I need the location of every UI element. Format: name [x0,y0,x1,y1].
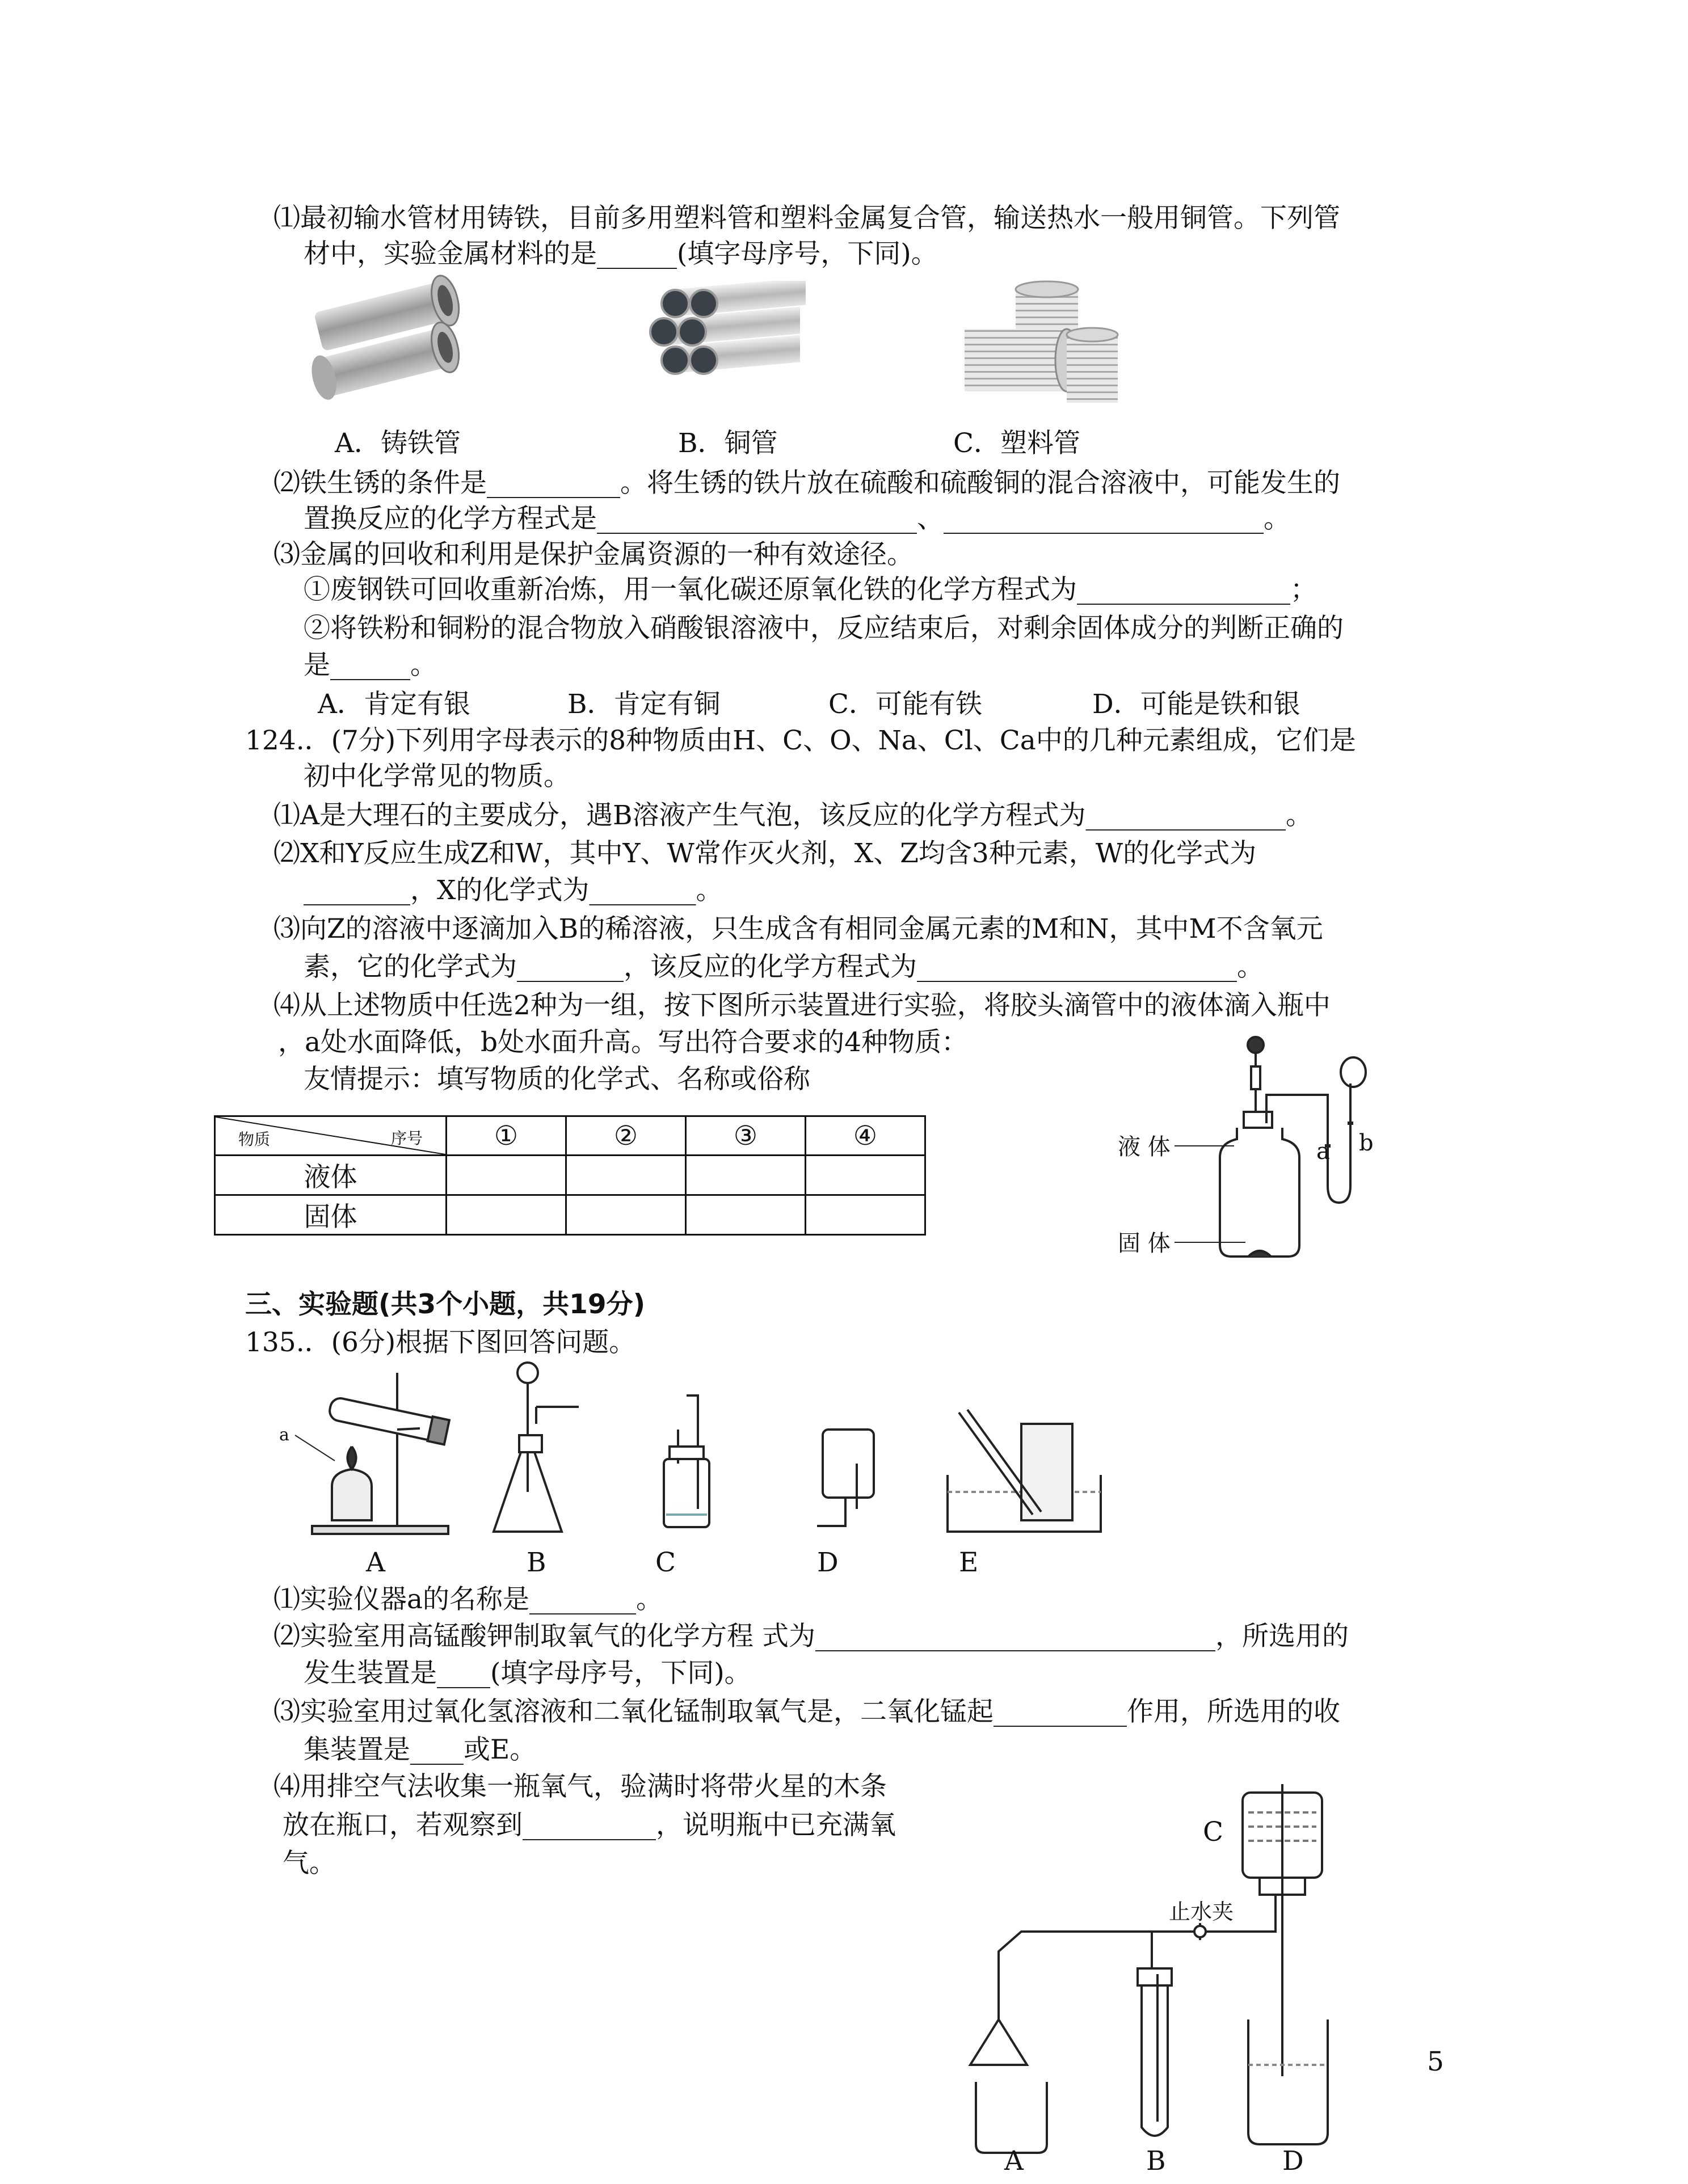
diagram-label-clamp: 止水夹 [1169,1899,1234,1924]
pipe-label-b: B．铜管 [678,428,778,459]
section-3-title: 三、实验题(共3个小题，共19分) [245,1289,646,1320]
plastic-pipe-image [953,278,1123,420]
q124-part4-line2: ，a处水面降低，b处水面升高。写出符合要求的4种物质： [278,1027,969,1058]
q124-line1: 124.．(7分)下列用字母表示的8种物质由H、C、O、Na、Cl、Ca中的几种元素组成，它们是 [245,725,1356,756]
q135-line1: 135.．(6分)根据下图回答问题。 [245,1327,636,1358]
q123-part2-line2: 置换反应的化学方程式是________________________、________________________。 [304,503,1290,534]
table-answer-cell[interactable] [447,1156,566,1195]
table-answer-cell[interactable] [686,1156,806,1195]
q123-part3-line4: 是______。 [304,650,437,681]
copper-pipe-image [641,281,811,406]
table-col-header: ② [566,1116,686,1156]
q123-part3-line2: ①废钢铁可回收重新冶炼，用一氧化碳还原氧化铁的化学方程式为________________； [304,574,1317,605]
diagram-label-b: b [1359,1130,1374,1156]
table-col-header: ① [447,1116,566,1156]
table-row [215,1195,925,1235]
diagram-label-c: C [1203,1816,1223,1848]
q135-part2-line2: 发生装置是____(填字母序号，下同)。 [304,1658,751,1689]
connected-apparatus-diagram [965,1781,1396,2178]
apparatus-label-a: A [366,1547,385,1578]
table-answer-cell[interactable] [686,1195,806,1235]
table-row-label: 固体 [215,1195,447,1235]
diagram-label-solid: 固 体 [1118,1230,1171,1257]
diagram-label-a: a [1316,1139,1330,1165]
page-number: 5 [1427,2046,1444,2077]
table-col-header: ③ [686,1116,806,1156]
apparatus-part-label-a: a [279,1425,289,1445]
q135-part2-line1: ⑵实验室用高锰酸钾制取氧气的化学方程 式为______________________________，所选用的 [273,1621,1349,1652]
q135-part1: ⑴实验仪器a的名称是________。 [273,1584,663,1615]
apparatus-label-e: E [959,1547,979,1578]
pipe-label-a: A．铸铁管 [335,428,461,459]
table-row-label: 液体 [215,1156,447,1195]
q123-part1-line1: ⑴最初输水管材用铸铁，目前多用塑料管和塑料金属复合管，输送热水一般用铜管。下列管 [273,203,1340,234]
q123-option-a: A．肯定有银 [318,689,470,720]
table-answer-cell[interactable] [806,1195,925,1235]
apparatus-label-c: C [655,1547,676,1578]
table-header-row [215,1116,925,1156]
q123-option-b: B．肯定有铜 [567,689,721,720]
q123-part3-line1: ⑶金属的回收和利用是保护金属资源的一种有效途径。 [273,539,914,570]
q135-part4-line3: 气。 [283,1848,336,1879]
q123-part2-line1: ⑵铁生锈的条件是__________。将生锈的铁片放在硫酸和硫酸铜的混合溶液中，可能发生的 [273,467,1340,499]
apparatus-label-d: D [817,1547,839,1578]
q123-part3-line3: ②将铁粉和铜粉的混合物放入硝酸银溶液中，反应结束后，对剩余固体成分的判断正确的 [304,613,1344,644]
q135-part3-line2: 集装置是____或E。 [304,1734,537,1765]
answer-table [214,1115,926,1236]
pipe-label-c: C．塑料管 [953,428,1080,459]
table-answer-cell[interactable] [566,1156,686,1195]
q124-part3-line1: ⑶向Z的溶液中逐滴加入B的稀溶液，只生成含有相同金属元素的M和N，其中M不含氧元 [273,913,1323,945]
apparatus-label-b: B [527,1547,546,1578]
q124-part3-line2: 素，它的化学式为________，该反应的化学方程式为________________________。 [304,951,1264,983]
table-answer-cell[interactable] [447,1195,566,1235]
q135-part3-line1: ⑶实验室用过氧化氢溶液和二氧化锰制取氧气是，二氧化锰起__________作用，所选用的收 [273,1696,1340,1727]
diagram-bottom-label-b: B [1146,2145,1166,2177]
q135-part4-line2: 放在瓶口，若观察到__________，说明瓶中已充满氧 [283,1810,896,1841]
q124-part2-line2: ________，X的化学式为________。 [304,875,723,906]
table-corner-cell [215,1116,447,1156]
bottle-u-tube-diagram [1118,1032,1413,1271]
table-answer-cell[interactable] [566,1195,686,1235]
table-answer-cell[interactable] [806,1156,925,1195]
diagram-label-liquid: 液 体 [1118,1134,1171,1160]
table-row [215,1156,925,1195]
diagram-bottom-label-d: D [1282,2145,1304,2177]
diagram-bottom-label-a: A [1004,2145,1024,2177]
header-substance-label: 物质 [238,1130,271,1149]
cast-iron-pipe-image [301,272,482,414]
q124-part1: ⑴A是大理石的主要成分，遇B溶液产生气泡，该反应的化学方程式为_______________。 [273,800,1312,831]
q124-line2: 初中化学常见的物质。 [304,761,570,792]
q135-part4-line1: ⑷用排空气法收集一瓶氧气，验满时将带火星的木条 [273,1771,887,1802]
q123-option-d: D．可能是铁和银 [1092,689,1300,720]
q123-option-c: C．可能有铁 [828,689,982,720]
q124-part4-line3: 友情提示：填写物质的化学式、名称或俗称 [304,1064,810,1095]
q124-part4-line1: ⑷从上述物质中任选2种为一组，按下图所示装置进行实验，将胶头滴管中的液体滴入瓶中 [273,990,1331,1021]
lab-apparatus-row [278,1361,1129,1549]
q123-part1-line2: 材中，实验金属材料的是______(填字母序号，下同)。 [304,238,938,269]
q124-part2-line1: ⑵X和Y反应生成Z和W，其中Y、W常作灭火剂，X、Z均含3种元素，W的化学式为 [273,838,1257,869]
table-col-header: ④ [806,1116,925,1156]
header-number-label: 序号 [390,1129,423,1148]
